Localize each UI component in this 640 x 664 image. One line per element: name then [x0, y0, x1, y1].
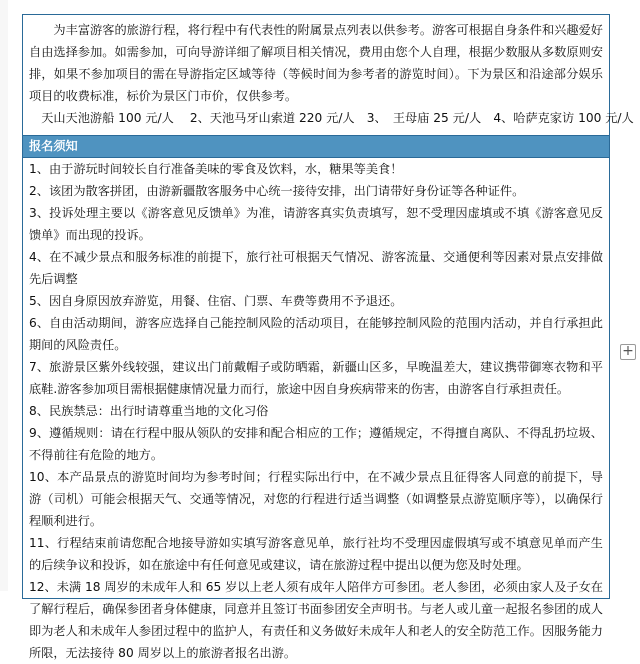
rule-item: 7、旅游景区紫外线较强，建议出门前戴帽子或防晒霜，新疆山区多，早晚温差大，建议携带御寒衣物和平底鞋.游客参加项目需根据健康情况量力而行，旅途中因自身疾病带来的伤害，由游客自行承担责任。 — [29, 360, 603, 396]
rule-item: 11、行程结束前请您配合地接导游如实填写游客意见单，旅行社均不受理因虚假填写或不填意见单而产生的后续争议和投诉，如在旅途中有任何意见或建议，请在旅游过程中提出以便为您及时处理。 — [29, 536, 603, 572]
rule-item: 8、民族禁忌：出行时请尊重当地的文化习俗 — [29, 404, 269, 418]
add-row-button[interactable]: + — [620, 344, 636, 360]
rule-item: 12、未满 18 周岁的未成年人和 65 岁以上老人须有成年人陪伴方可参团。老人参团，必须由家人及子女在了解行程后，确保参团者身体健康，同意并且签订书面参团安全声明书。与老人或儿童一起报名参团的成人即为老人和未成年人参团过程中的监护人，有责任和义务做好未成年人和老人的安全防范工作。因服务能力所限，无法接待 80 周岁以上的旅游者报名出游。 — [29, 580, 603, 660]
rule-item: 3、投诉处理主要以《游客意见反馈单》为准，请游客真实负责填写，恕不受理因虚填或不填《游客意见反馈单》而出现的投诉。 — [29, 206, 603, 242]
rule-item: 9、遵循规则：请在行程中服从领队的安排和配合相应的工作；遵循规定，不得擅自离队、不得乱扔垃圾、不得前往有危险的地方。 — [29, 426, 603, 462]
section-header-registration-notes: 报名须知 — [23, 135, 609, 158]
intro-paragraph: 为丰富游客的旅游行程，将行程中有代表性的附属景点列表以供参考。游客可根据自身条件和兴趣爱好自由选择参加。如需参加，可向导游详细了解项目相关情况，费用由您个人自理，根据少数服从多数原则安排，如果不参加项目的需在导游指定区域等待（等候时间为参考者的游览时间）。下为景区和沿途部分娱乐项目的收费标准，标价为景区门市价，仅供参考。 — [29, 23, 603, 103]
intro-section — [23, 15, 634, 129]
rule-item: 5、因自身原因放弃游览，用餐、住宿、门票、车费等费用不予退还。 — [29, 294, 403, 308]
page-left-margin — [0, 0, 8, 591]
rule-item: 6、自由活动期间，游客应选择自己能控制风险的活动项目，在能够控制风险的范围内活动，并自行承担此期间的风险责任。 — [29, 316, 603, 352]
document-table — [22, 14, 634, 660]
rule-item: 2、该团为散客拼团，由游新疆散客服务中心统一接待安排，出门请带好身份证等各种证件。 — [29, 184, 525, 198]
rule-item: 10、本产品景点的游览时间均为参考时间；行程实际出行中，在不减少景点且征得客人同意的前提下，导游（司机）可能会根据天气、交通等情况，对您的行程进行适当调整（如调整景点游览顺序等），以确保行程顺利进行。 — [29, 470, 603, 528]
optional-items-prices: 天山天池游船 100 元/人 2、天池马牙山索道 220 元/人 3、 王母庙 25 元/人 4、哈萨克家访 100 元/人 — [41, 111, 634, 125]
rule-item: 1、由于游玩时间较长自行准备美味的零食及饮料，水，糖果等美食！ — [29, 162, 403, 176]
registration-rules-list — [23, 158, 609, 664]
rule-item: 4、在不减少景点和服务标准的前提下，旅行社可根据天气情况、游客流量、交通便利等因素对景点安排做先后调整 — [29, 250, 603, 286]
